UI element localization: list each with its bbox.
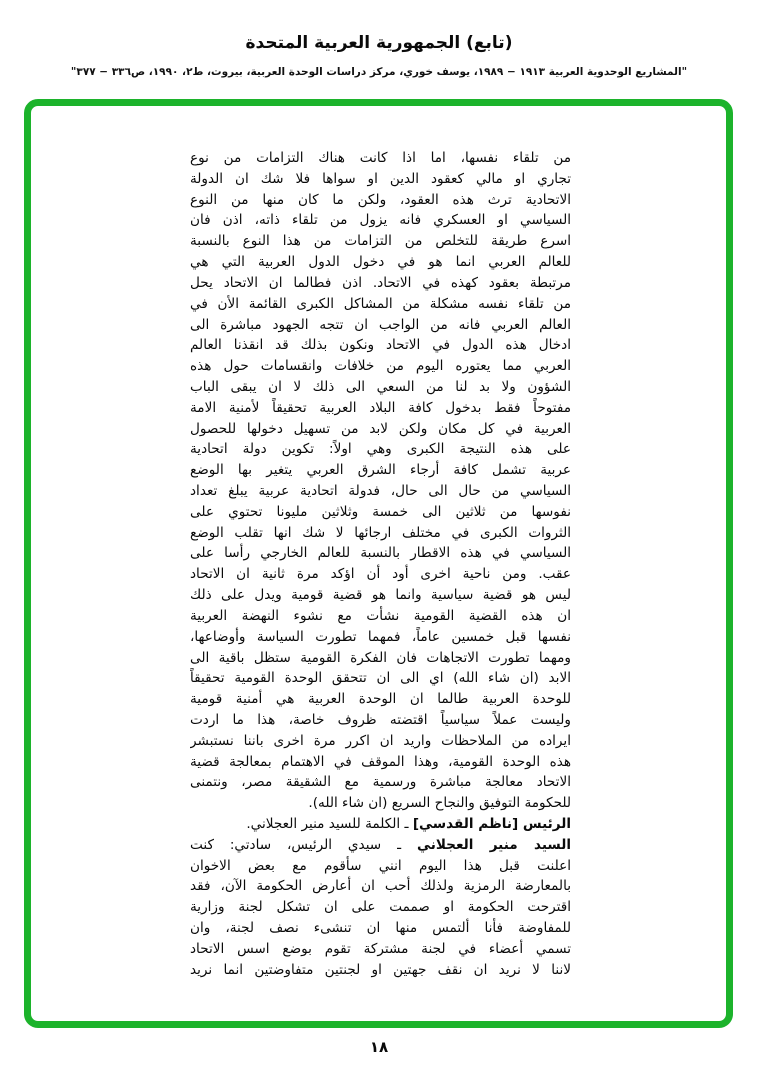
- body-line-text: اقترحت الحكومة او صممت على ان تشكل لجنة وزارية: [190, 899, 571, 916]
- body-line-text: ـ سيدي الرئيس، سادتي: كنت: [190, 836, 417, 853]
- body-line: [190, 814, 571, 835]
- body-line-text: اسرع طريقة للتخلص من التزامات من هذا النوع بالنسبة: [190, 233, 571, 250]
- body-line-text: تجاري او مالي كعقود الدين او سواها فلا شك ان الدولة: [190, 170, 571, 187]
- body-line: [190, 335, 571, 356]
- body-line-text: الاتحادية ترث هذه العقود، ولكن ما كان منها من النوع: [190, 191, 571, 208]
- body-line-text: هذه الوحدة القومية، وهذا الموقف في الاهتمام بمعالجة قضية: [190, 753, 571, 770]
- body-line: [190, 897, 571, 918]
- body-line: [190, 793, 571, 814]
- body-line: [190, 231, 571, 252]
- body-line-text: الابد (ان شاء الله) اي الى ان تتحقق الوحدة القومية تحقيقاً: [190, 670, 571, 687]
- body-line-text: ادخال هذه الدول في الاتحاد ونكون بذلك قد انقذنا العالم: [190, 337, 571, 354]
- body-line-text: بالمعارضة الرمزية ولذلك أحب ان أعارض الحكومة الآن، فقد: [190, 878, 571, 895]
- body-line-text: وليست عملاً سياسياً اقتضته ظروف خاصة، هذا ما اردت: [190, 711, 571, 728]
- body-line-text: لاننا لا نريد ان نقف جهتين او لجنتين متفاوضتين انما نريد: [190, 961, 571, 978]
- body-line: [190, 835, 571, 856]
- body-line: [190, 876, 571, 897]
- page-frame: [24, 99, 733, 1028]
- body-line: [190, 460, 571, 481]
- body-line-text: ايراده من الملاحظات واريد ان اكرر مرة اخرى باننا نستبشر: [190, 732, 571, 749]
- page-title: (تابع) الجمهورية العربية المتحدة: [245, 33, 513, 53]
- body-line-text: العربي مما يعتوره اليوم من خلافات وانقسامات حول هذه: [190, 358, 571, 375]
- body-line: [190, 689, 571, 710]
- body-line-text: السياسي او العسكري فانه يزول من تلقاء ذاته، اذن فان: [190, 212, 571, 229]
- body-line-text: العالم العربي فانه من الواجب ان تتجه الجهود مباشرة الى: [190, 316, 571, 333]
- body-line: [190, 710, 571, 731]
- body-line: [190, 585, 571, 606]
- body-line-text: من تلقاء نفسه مشكلة من المشاكل الكبرى القائمة الأن في: [190, 295, 571, 312]
- body-line-text: العربية في كل مكان ولكن لابد من تسهيل دخولها للحصول: [190, 420, 571, 437]
- body-line-text: مرتبطة بعقود كهذه في الاتحاد. اذن فطالما ان الاتحاد يحل: [190, 274, 571, 291]
- body-line-text: نفوسها من ثلاثين الى خمسة وثلاثين مليونا تحتوي على: [190, 503, 571, 520]
- body-line: [190, 439, 571, 460]
- body-line-text: ان هذه القضية القومية نشأت مع نشوء النهضة العربية: [190, 607, 571, 624]
- body-line-text: ليس هو قضية سياسية وانما هو قضية قومية ويدل على ذلك: [190, 587, 571, 604]
- body-text: [190, 148, 571, 981]
- body-line: [190, 731, 571, 752]
- body-line: [190, 398, 571, 419]
- body-line: [190, 648, 571, 669]
- body-line-text: الثروات الكبرى في مختلف ارجائها لا شك انها تقلب الوضع: [190, 524, 571, 541]
- body-line-text: الشؤون ولا بد لنا من السعي الى ذلك لا ان يبقى الباب: [190, 378, 571, 395]
- body-line-text: للوحدة العربية طالما ان الوحدة العربية هي أمنية قومية: [190, 691, 571, 708]
- body-line: [190, 668, 571, 689]
- body-line: [190, 169, 571, 190]
- body-line: [190, 939, 571, 960]
- body-line: [190, 315, 571, 336]
- body-line: [190, 564, 571, 585]
- body-line: [190, 523, 571, 544]
- body-line-text: الاتحاد معالجة مباشرة ورسمية مع الشقيقة مصر، ونتمنى: [190, 774, 571, 791]
- body-line-text: على هذه النتيجة الكبرى وهي اولاً: تكوين دولة اتحادية: [190, 441, 571, 458]
- body-line-text: عربية تشمل كافة أرجاء الشرق العربي يتغير بها الوضع: [190, 462, 571, 479]
- body-line: [190, 918, 571, 939]
- body-line: [190, 627, 571, 648]
- body-line-text: من تلقاء نفسها، اما اذا كانت هناك التزامات من نوع: [190, 150, 571, 166]
- body-line: [190, 772, 571, 793]
- body-line-text: نفسها قبل خمسين عاماً، فمهما تطورت السياسة وأوضاعها،: [190, 628, 571, 645]
- body-line: [190, 856, 571, 877]
- body-line-text: للعالم العربي انما هو في دخول الدول العربية التي هي: [190, 254, 571, 271]
- body-line: [190, 190, 571, 211]
- body-line: [190, 294, 571, 315]
- body-line: [190, 752, 571, 773]
- body-line-text: مفتوحاً فقط بدخول كافة البلاد العربية تحقيقاً لأمنية الامة: [190, 399, 571, 416]
- body-line: [190, 960, 571, 981]
- source-citation: "المشاريع الوحدوية العربية ١٩١٣ − ١٩٨٩، يوسف خوري، مركز دراسات الوحدة العربية، بيروت، ط٢، ١٩٩٠، ص٣٣٦ − ٣٧٧": [70, 66, 688, 78]
- body-line-text: ومهما تطورت الاتجاهات فان الفكرة القومية ستظل باقية الى: [190, 649, 571, 666]
- body-line: [190, 502, 571, 523]
- body-line: [190, 606, 571, 627]
- body-line-text: للمفاوضة فأنا ألتمس منها ان تنشىء نصف لجنة، وان: [190, 920, 571, 937]
- page-number: ١٨: [369, 1038, 389, 1056]
- body-line-text: ـ الكلمة للسيد منير العجلاني.: [246, 816, 413, 832]
- body-line-text: السياسي في هذه الاقطار بالنسبة للعالم الخارجي رأسا على: [190, 545, 571, 562]
- body-line: [190, 356, 571, 377]
- body-line: [190, 419, 571, 440]
- body-line-text: السياسي من حال الى حال، فدولة اتحادية عربية يبلغ تعداد: [190, 483, 571, 499]
- body-line-text: اعلنت قبل هذا اليوم انني سأقوم مع بعض الاخوان: [190, 857, 571, 874]
- body-line: [190, 148, 571, 169]
- body-line-text: للحكومة التوفيق والنجاح السريع (ان شاء الله).: [308, 795, 571, 812]
- speaker-name: الرئيس [ناظم القدسي]: [412, 816, 571, 832]
- body-line: [190, 273, 571, 294]
- body-line: [190, 210, 571, 231]
- body-line-text: تسمي أعضاء في لجنة مشتركة تقوم بوضع اسس الاتحاد: [190, 940, 571, 957]
- body-line: [190, 377, 571, 398]
- speaker-name: السيد منير العجلاني: [416, 836, 571, 853]
- body-line: [190, 252, 571, 273]
- body-line: [190, 543, 571, 564]
- body-line-text: عقب. ومن ناحية اخرى أود أن اؤكد مرة ثانية ان الاتحاد: [190, 566, 571, 583]
- body-line: [190, 481, 571, 502]
